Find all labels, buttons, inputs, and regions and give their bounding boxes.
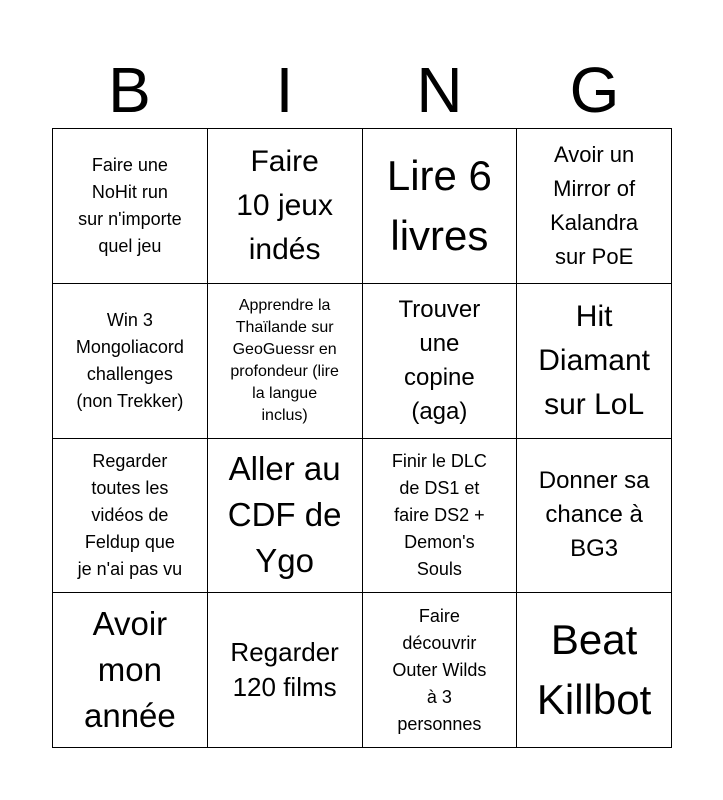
bingo-cell-3[interactable] bbox=[363, 129, 518, 284]
bingo-cell-text: Win 3 Mongoliacord challenges (non Trekker) bbox=[75, 309, 184, 411]
bingo-cell-4[interactable] bbox=[517, 129, 672, 284]
bingo-header bbox=[52, 52, 672, 128]
bingo-grid bbox=[52, 128, 672, 748]
bingo-cell-text: Faire 10 jeux indés bbox=[236, 144, 333, 266]
bingo-cell-1[interactable] bbox=[53, 129, 208, 284]
bingo-cell-text: Hit Diamant sur LoL bbox=[538, 299, 650, 421]
bingo-cell-15[interactable] bbox=[363, 593, 518, 748]
bingo-cell-text: Aller au CDF de Ygo bbox=[227, 450, 342, 580]
bingo-cell-text: Faire une NoHit run sur n'importe quel jeu bbox=[78, 154, 182, 256]
bingo-cell-text: Beat Killbot bbox=[536, 616, 652, 724]
bingo-cell-text: Donner sa chance à BG3 bbox=[538, 467, 650, 563]
bingo-cell-14[interactable] bbox=[208, 593, 363, 748]
bingo-cell-8[interactable] bbox=[517, 284, 672, 439]
bingo-cell-text: Lire 6 livres bbox=[386, 151, 492, 259]
bingo-cell-12[interactable] bbox=[517, 439, 672, 594]
header-letter-i: I bbox=[275, 54, 294, 126]
bingo-cell-5[interactable] bbox=[53, 284, 208, 439]
bingo-cell-16[interactable] bbox=[517, 593, 672, 748]
bingo-cell-7[interactable] bbox=[363, 284, 518, 439]
bingo-cell-13[interactable] bbox=[53, 593, 208, 748]
bingo-cell-text: Finir le DLC de DS1 et faire DS2 + Demon's Souls bbox=[391, 450, 487, 579]
header-letter-g: G bbox=[569, 54, 620, 126]
bingo-cell-text: Avoir mon année bbox=[83, 605, 176, 735]
header-letter-b: B bbox=[108, 54, 151, 126]
bingo-cell-9[interactable] bbox=[53, 439, 208, 594]
bingo-cell-text: Faire découvrir Outer Wilds à 3 personnes bbox=[392, 605, 487, 734]
bingo-cell-text: Apprendre la Thaïlande sur GeoGuessr en profondeur (lire la langue inclus) bbox=[230, 296, 339, 424]
bingo-cell-2[interactable] bbox=[208, 129, 363, 284]
bingo-cell-text: Regarder toutes les vidéos de Feldup que je n'ai pas vu bbox=[77, 450, 183, 579]
bingo-cell-text: Regarder 120 films bbox=[230, 637, 339, 703]
bingo-cell-6[interactable] bbox=[208, 284, 363, 439]
bingo-cell-text: Trouver une copine (aga) bbox=[398, 295, 481, 425]
bingo-cell-10[interactable] bbox=[208, 439, 363, 594]
header-letter-n: N bbox=[416, 54, 463, 126]
bingo-cell-11[interactable] bbox=[363, 439, 518, 594]
bingo-cell-text: Avoir un Mirror of Kalandra sur PoE bbox=[550, 141, 639, 269]
